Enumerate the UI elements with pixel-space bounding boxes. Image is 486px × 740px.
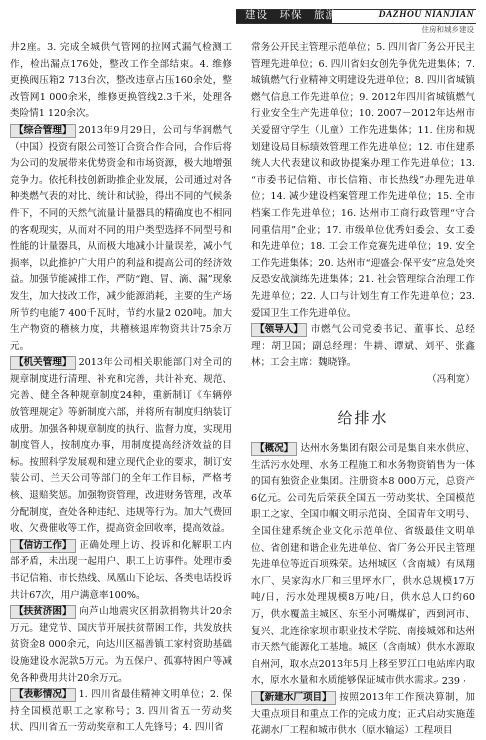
section-tag: 【机关管理】 (10, 356, 76, 370)
author-signature: （冯利宽） (427, 373, 475, 385)
section-tag: 【概况】 (251, 442, 297, 456)
header-subsection: 住房和城乡建设 (421, 25, 474, 34)
header-journal-name: DAZHOU NIANJIAN (378, 10, 474, 20)
paragraph-text: 按照2013年工作预决算制，加大重点项目和重点工作的完成力度；正式启动实施莲花湖水厂工程和城市供水（原水输运）工程项目 (251, 691, 475, 737)
paragraph (10, 538, 232, 604)
paragraph (251, 322, 475, 372)
paragraph (251, 690, 475, 740)
section-tag: 【领导人】 (251, 323, 307, 337)
paragraph-text: 市燃气公司党委书记、董事长、总经理：胡卫国；副总经理：牛耕、谭斌、刘平、张鑫林；工会主席：魏晓锋。 (251, 324, 475, 369)
paragraph: 常务公开民主管理示范单位；5. 四川省厂务公开民主管理先进单位；6. 四川省妇女创先争优先进集体；7. 城镇燃气行业精神文明建设先进单位；8. 四川省城镇燃气信息工作先进单位；9. 2012年四川省城镇燃气行业安全生产先进单位；10. 2007－2012年达州市关爱留守学生（儿童）工作先进集体；11. 住房和规划建设局目标绩效管理工作先进单位；12. 市住建系统人大代表建议和政协提案办理工作先进单位；13. “市委书记信箱、市长信箱、市长热线”办理先进单位；14. 减少建设档案管理工作先进单位；15. 全市档案工作先进单位；16. 达州市工商行政管理“守合同重信用”企业；17. 市级单位优秀妇委会、女工委和先进单位；18. 工会工作竞赛先进单位；19. 安全工作先进集体；20. 达州市“迎盛会·保平安”应急处突反恐安战演练先进集体；21. 社会管理综合治理工作先进单位；22. 人口与计划生育工作先进单位；23. 爱国卫生工作先进单位。 (251, 42, 475, 319)
paragraph: 井2座。3. 完成全城供气管网的拉网式漏气检测工作，检出漏点176处，整改工作全部结束。4. 维修更换阀压箱2 713台次，整改违章占压160余处，整改管网1 000余米，维修更换管线2.3千米，处理各类险情1 120余次。 (10, 42, 232, 120)
paragraph-text: 2013年9月29日，公司与华润燃气（中国）投资有限公司签订合资合作合同，合作后将为公司的发展带来优势资金和市场资源，极大地增强竞争力。依托科技创新助推企业发展，公司通过对各种类燃气表的对比、统计和试验，得出不同的气候条件下，不同的天然气流量计量器具的精确度也不相同的客观现实，从而对不同的用户类型选择不同型号和性能的计量器具，从而极大地减小计量误差，减小气损率，以此推护广大用户的利益和提高公司的经济效益。加强节能减排工作，严防“跑、冒、滴、漏”现象发生，加大技改工作，减少能源消耗，主要的生产场所节约电能7 400千瓦时，节约水量2 020吨。加大生产物资的稽核力度，共稽核退库物资共计75余万元。 (10, 124, 232, 352)
section-tag: 【综合管理】 (10, 124, 76, 138)
paragraph-text: 2013年公司相关职能部门对全司的规章制度进行清理、补充和完善，共计补充、规范、完善、健全各种规章制度24种，重新制订《车辆停放管理规定》等新制度六部，并将所有制度归纳装订成册。加强各种规章制度的执行、监督力度，实现用制度管人，按制度办事，用制度提高经济效益的目标。按照科学发展观和建立现代企业的要求，制订安装公司、兰天公司等部门的全年工作目标，严格考核、退赔奖惩。加强物资管理，改进财务管理，改革分配制度，查处各种违纪、违规等行为。加大气费回收、欠费催收等工作，提高资金回收率，提高效益。 (10, 357, 232, 535)
paragraph-text: 1. 四川省最佳精神文明单位；2. 保持全国模范职工之家称号；3. 四川省五一劳动奖状、四川省五一劳动奖章和工人先锋号；4. 四川省 (10, 689, 232, 734)
paragraph-text: 达州水务集团有限公司是集自来水供应、生活污水处理、水务工程施工和水务物资销售为一体的国有独资企业集团。注册资本8 000万元，总资产6亿元。公司先后荣获全国五一劳动奖状、全国模范职工之家、全国巾帼文明示范岗、全国青年文明号、全国住建系统企业文化示范单位、省级最佳文明单位、省创建和谐企业先进单位、省厂务公开民主管理先进单位等近百项殊荣。达州城区（含南城）有凤翔水厂、吴家沟水厂和三里坪水厂，供水总规模17万吨/日，污水处理规模8万吨/日，供水总人口约60万，供水覆盖主城区、东至小河嘴煤矿，西到河市、复兴、北连徐家坝市职业技术学院、南接城郊和达州市天然气能源化工基地。城区（含南城）供水水源取自州河，取水点2013年5月上移至罗江口电站库内取水，原水水量和水质能够保证城市供水需求。 (251, 443, 475, 687)
section-title: 给排水 (337, 409, 389, 428)
paragraph (10, 687, 232, 737)
section-tag: 【信访工作】 (10, 539, 76, 553)
page-number: · 239 · (435, 676, 466, 687)
header-section-labels: 建设 环保 旅游 (245, 9, 337, 21)
left-column (10, 40, 232, 737)
paragraph (10, 123, 232, 355)
section-tag: 【表彰情况】 (10, 688, 76, 702)
right-column (251, 40, 475, 740)
paragraph (10, 604, 232, 687)
paragraph-text: 向芦山地震灾区捐款捐物共计20余万元。建党节、国庆节开展扶贫帮困工作，共发放扶贫资金8 000余元，向达川区福善镇工家村资助基础设施建设水泥款5万元。为五保户、孤寡特困户等减免各种费用共计20余万元。 (10, 606, 232, 684)
paragraph (10, 355, 232, 538)
section-tag: 【扶贫济困】 (10, 605, 76, 619)
section-tag: 【新建水厂项目】 (251, 691, 336, 705)
paragraph (251, 441, 475, 690)
paragraph-text: 正确处理上访、投诉和化解职工内部矛盾，未出现一起用户、职工上访事件。处理市委书记信箱、市长热线、凤凰山下论坛、各类电话投诉共计67次，用户满意率100%。 (10, 539, 232, 601)
